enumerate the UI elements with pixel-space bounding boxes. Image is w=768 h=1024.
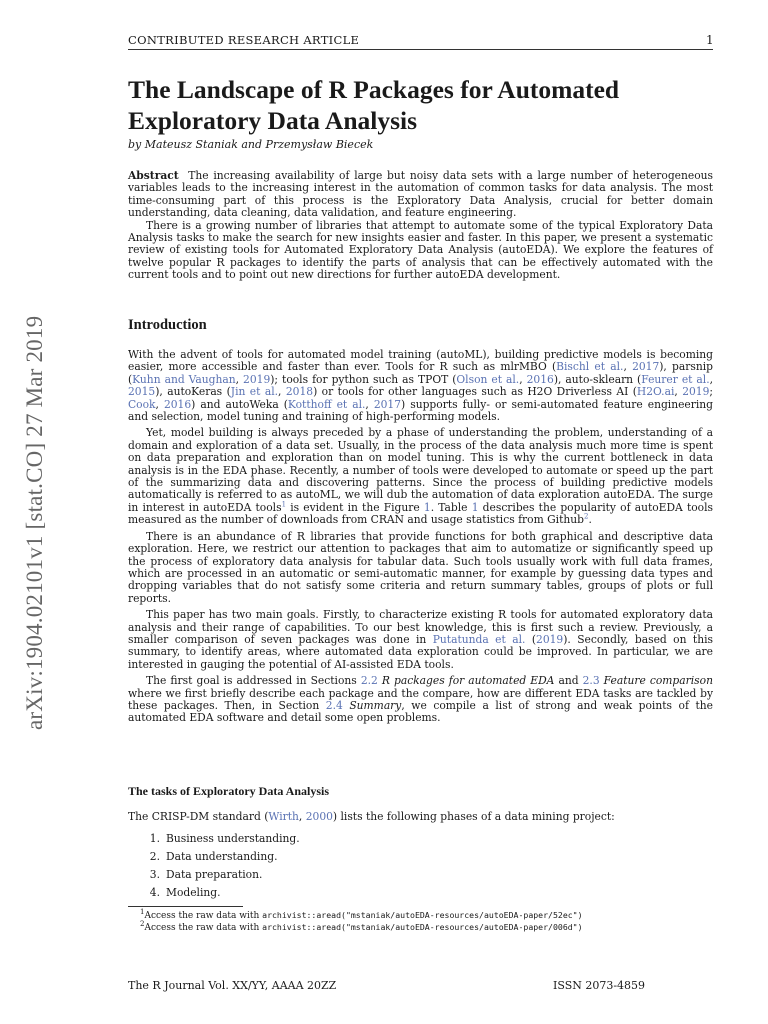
citation-link[interactable]: H2O.ai [636,385,675,399]
citation-link[interactable]: 2019 [243,372,271,386]
footnote-2: $^2$Access the raw data with archivist::aread("mstaniak/autoEDA-resources/autoEDA-paper/006d") [140,920,583,933]
citation-link[interactable]: Feurer et al. [641,372,710,386]
citation-link[interactable]: Bischl et al. [556,360,624,374]
citation-link[interactable]: 2019 [536,632,564,646]
figure-ref-link[interactable]: 1 [423,500,431,514]
intro-p5: The first goal is addressed in Sections 2.2 R packages for automated EDA and 2.3 Feature comparison where we first briefly describe each package and the compare, how are different EDA tasks are tackled by these packages. Then, in Section 2.4 Summary, we compile a list of strong and weak points of the automated EDA software and detail some open problems. [128,674,714,725]
abstract [128,170,713,282]
intro-p2: Yet, model building is always preceded by a phase of understanding the problem, understanding of a domain and exploration of a data set. Usually, in the process of the data analysis much more time is spent on data preparation and exploration than on model tuning. This is why the current bottleneck in data analysis is in the EDA phase. Recently, a number of tools were developed to automate or speed up the part of the summarizing data and discovering patterns. Since the process of building predictive models automatically is referred to as autoML, we will dub the automation of data exploration autoEDA. The surge in interest in autoEDA tools$^1$ is evident in the Figure 1. Table 1 describes the popularity of autoEDA tools measured as the number of downloads from CRAN and usage statistics from Github$^2$. [128,426,714,527]
intro-p4: This paper has two main goals. Firstly, to characterize existing R tools for automated exploratory data analysis and their range of capabilities. To our best knowledge, this is first such a review. Previously, a smaller comparison of seven packages was done in Putatunda et al. (2019). Secondly, based on this summary, to identify areas, where automated data exploration could be improved. In particular, we are interested in gauging the potential of AI-assisted EDA tools. [128,608,713,671]
section-ref-link[interactable]: 2.3 [582,674,600,688]
arxiv-stamp: arXiv:1904.02101v1 [stat.CO] 27 Mar 2019 [22,315,47,730]
citation-link[interactable]: 2019 [682,385,710,399]
section-ref-link[interactable]: 2.4 [325,698,343,712]
page-number: 1 [706,33,714,47]
citation-link[interactable]: 2018 [285,385,314,399]
citation-link[interactable]: Jin et al. [230,385,279,399]
citation-link[interactable]: Kuhn and Vaughan [132,372,236,386]
citation-link[interactable]: 2016 [163,397,192,411]
footnote-rule [128,906,243,907]
citation-link[interactable]: Olson et al. [456,372,520,386]
footnote-1: $^1$Access the raw data with archivist::aread("mstaniak/autoEDA-resources/autoEDA-paper/52ec") [140,908,583,921]
phases-list [128,832,300,904]
subsection-heading-eda-tasks: The tasks of Exploratory Data Analysis [128,784,330,798]
table-ref-link[interactable]: 1 [471,500,479,514]
paper-title: The Landscape of R Packages for Automated Exploratory Data Analysis [128,75,620,135]
citation-link[interactable]: 2017 [373,397,402,411]
abstract-p1: The increasing availability of large but noisy data sets with a large number of heterogeneous variables leads to the increasing interest in the automation of common tasks for data analysis. The most time-consuming part of this process is the Exploratory Data Analysis, crucial for better domain understanding, data cleaning, data validation, and feature engineering. [128,169,713,220]
citation-link[interactable]: Wirth [268,810,299,823]
footnote-ref-2[interactable]: 2 [583,512,589,521]
list-item: 4. Modeling. [149,886,221,899]
journal-footer: The R Journal Vol. XX/YY, AAAA 20ZZ [128,979,337,992]
abstract-p2: There is a growing number of libraries that attempt to automate some of the typical Exploratory Data Analysis tasks to make the search for new insights easier and faster. In this paper, we present a systematic review of existing tools for Automated Exploratory Data Analysis (autoEDA). We explore the features of twelve popular R packages to identify the parts of analysis that can be effectively automated with the current tools and to point out new directions for further autoEDA development. [128,218,713,282]
crisp-dm-text: The CRISP-DM standard (Wirth, 2000) lists the following phases of a data mining project: [128,810,615,823]
intro-p3: There is an abundance of R libraries that provide functions for both graphical and descriptive data exploration. Here, we restrict our attention to packages that aim to automatize or significantly speed up the process of exploratory data analysis for tabular data. Such tools usually work with full data frames, which are processed in an automatic or semi-automatic manner, for example by guessing data types and dropping variables that do not satisfy some criteria and return summary tables, groups of plots or full reports. [128,529,713,605]
list-item: 3. Data preparation. [149,868,263,881]
list-item: 2. Data understanding. [149,850,278,863]
citation-link[interactable]: 2016 [526,372,554,386]
citation-link[interactable]: Cook [128,397,156,411]
section-ref-link[interactable]: 2.2 [360,674,378,688]
list-item: 1. Business understanding. [149,832,300,845]
abstract-label: Abstract [128,169,179,182]
citation-link[interactable]: 2017 [632,360,660,374]
issn-footer: ISSN 2073-4859 [553,979,646,992]
citation-link[interactable]: Putatunda et al. [432,632,526,646]
introduction-body [128,349,713,725]
citation-link[interactable]: 2000 [305,810,333,823]
citation-link[interactable]: Kotthoff et al. [287,397,366,411]
authors: by Mateusz Staniak and Przemysław Biecek [128,138,374,151]
section-heading-introduction: Introduction [128,317,207,333]
citation-link[interactable]: 2015 [128,385,156,399]
intro-p1: With the advent of tools for automated model training (autoML), building predictive models is becoming easier, more accessible and faster than ever. Tools for R such as mlrMBO (Bischl et al., 2017), parsnip (Kuhn and Vaughan, 2019); tools for python such as TPOT (Olson et al., 2016), auto-sklearn (Feurer et al., 2015), autoKeras (Jin et al., 2018) or tools for other languages such as H2O Driverless AI (H2O.ai, 2019; Cook, 2016) and autoWeka (Kotthoff et al., 2017) supports fully- or semi-automated feature engineering and selection, model tuning and training of high-performing models. [128,348,714,424]
footnote-ref-1[interactable]: 1 [281,500,287,509]
section-label: CONTRIBUTED RESEARCH ARTICLE [128,33,360,47]
header-rule [128,49,713,50]
